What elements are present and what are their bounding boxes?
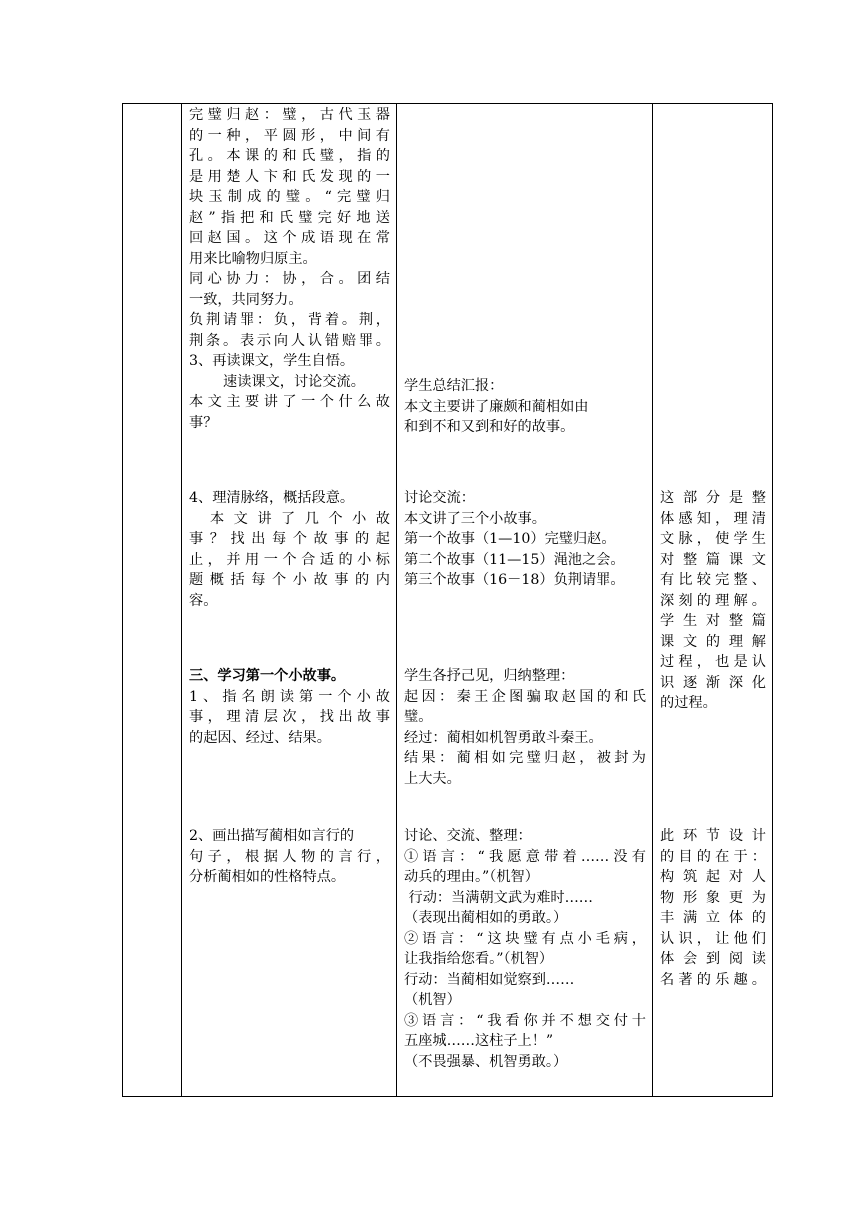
text-line: 丰满立体的: [660, 910, 766, 926]
text-line: 分析蔺相如的性格特点。: [189, 869, 346, 885]
text-line: 课文的理解: [660, 633, 766, 650]
text-line: 事，理清层次，找出故事: [189, 709, 390, 725]
text-line: 学生各抒己见，归纳整理：: [404, 668, 575, 684]
table-row: [123, 104, 773, 1097]
text-line: 璧。: [404, 709, 433, 725]
text-line: 此环节设计: [660, 828, 766, 844]
part-3-section: [182, 666, 396, 748]
text-line: 容。: [189, 592, 218, 609]
design-note-2: [653, 826, 772, 990]
text-line: 识逐渐深化: [660, 674, 766, 691]
teaching-content-cell: [182, 104, 397, 1097]
text-line: 速读课文，讨论交流。: [223, 373, 365, 390]
text-line: 止，并用一个合适的小标: [189, 551, 390, 568]
text-line: （表现出蔺相如的勇敢。）: [404, 910, 568, 926]
text-line: 事？找出每个故事的起: [189, 531, 390, 547]
text-line: 第二个故事（11—15）渑池之会。: [404, 551, 625, 568]
text-line: 讨论、交流、整理：: [404, 828, 532, 844]
text-line: 本文主要讲了一个什么故: [189, 394, 390, 410]
text-line: ②语言：“这块璧有点小毛病，: [404, 930, 646, 947]
section-heading: 三、学习第一个小故事。: [189, 668, 346, 684]
text-line: ③语言：“我看你并不想交付十: [404, 1012, 646, 1029]
text-line: 4、理清脉络，概括段意。: [189, 490, 355, 506]
student-summary: [397, 376, 652, 438]
text-line: 和到不和又到和好的故事。: [404, 419, 575, 435]
text-line: 3、再读课文，学生自悟。: [189, 353, 355, 369]
text-line: 过程，也是认: [660, 654, 766, 670]
text-line: 动兵的理由。”（机智）: [404, 869, 539, 885]
text-line: 讨论交流：: [404, 490, 475, 506]
text-line: 上大夫。: [404, 770, 461, 787]
text-line: （机智）: [404, 992, 461, 1008]
text-line: 体会到阅读: [660, 951, 766, 967]
text-line: 学生对整篇: [660, 613, 766, 629]
text-line: 有比较完整、: [660, 572, 766, 588]
text-line: 句子，根据人物的言行，: [189, 848, 390, 865]
text-line: 1、指名朗读第一个小故: [189, 688, 390, 705]
student-activity-cell: [397, 104, 653, 1097]
text-line: 行动：当蔺相如觉察到……: [404, 971, 575, 988]
text-line: 用来比喻物归原主。: [189, 250, 317, 267]
text-line: 的目的在于：: [660, 848, 766, 865]
text-line: 本 文 讲 了 几 个 小 故: [210, 510, 390, 527]
design-note-1: [653, 488, 772, 714]
student-discussion: [397, 488, 652, 591]
text-line: 这部分是整: [660, 490, 766, 506]
text-line: 让我指给您看。”（机智）: [404, 951, 554, 967]
text-line: 块玉制成的璧。“完璧归: [189, 189, 390, 205]
text-line: 2、画出描写蔺相如言行的: [189, 828, 355, 844]
text-line: 结果：蔺相如完璧归赵，被封为: [404, 750, 646, 766]
text-line: 第三个故事（16－18）负荆请罪。: [404, 572, 625, 588]
text-line: 回赵国。这个成语现在常: [189, 230, 390, 246]
blank-column-cell: [123, 104, 182, 1097]
text-line: 构筑起对人: [660, 869, 766, 885]
text-line: 赵”指把和氏璧完好地送: [189, 209, 390, 226]
text-line: 行动：当满朝文武为难时……: [404, 889, 593, 906]
text-line: 同心协力：协，合。团结: [189, 271, 390, 287]
text-line: 是用楚人卞和氏发现的一: [189, 168, 390, 185]
text-line: 完璧归赵：璧，古代玉器: [189, 107, 390, 123]
text-line: 第一个故事（1—10）完璧归赵。: [404, 531, 616, 547]
text-line: 的一种，平圆形，中间有: [189, 127, 390, 144]
lesson-plan-table: [122, 103, 773, 1097]
text-line: 五座城……这柱子上！”: [404, 1033, 554, 1049]
text-line: 孔。本课的和氏璧，指的: [189, 148, 390, 164]
text-line: 体感知，理清: [660, 510, 766, 527]
text-line: 一致，共同努力。: [189, 291, 303, 308]
step-4-section: [182, 488, 396, 611]
student-organize: [397, 666, 652, 789]
text-line: 的起因、经过、结果。: [189, 729, 331, 746]
vocabulary-notes: [182, 105, 396, 433]
text-line: 起因：秦王企图骗取赵国的和氏: [404, 688, 646, 705]
text-line: 物形象更为: [660, 889, 766, 906]
text-line: 名著的乐趣。: [660, 971, 766, 988]
text-line: 深刻的理解。: [660, 592, 766, 609]
text-line: 本文讲了三个小故事。: [404, 510, 546, 527]
text-line: 的过程。: [660, 695, 717, 711]
design-intent-cell: [653, 104, 773, 1097]
text-line: （不畏强暴、机智勇敢。）: [404, 1053, 568, 1070]
text-line: 学生总结汇报：: [404, 378, 504, 394]
text-line: 荆条。表示向人认错赔罪。: [189, 332, 390, 349]
text-line: 负荆请罪：负，背着。荆，: [189, 312, 390, 328]
text-line: 本文主要讲了廉颇和蔺相如由: [404, 398, 589, 415]
text-line: 事？: [189, 414, 218, 431]
text-line: 经过：蔺相如机智勇敢斗秦王。: [404, 729, 603, 746]
text-line: ①语言：“我愿意带着……没有: [404, 848, 646, 865]
step-2-section: [182, 826, 396, 888]
student-analysis: [397, 826, 652, 1072]
text-line: 认识，让他们: [660, 930, 766, 947]
text-line: 文脉，使学生: [660, 531, 766, 547]
text-line: 对整篇课文: [660, 551, 766, 568]
text-line: 题概括每个小故事的内: [189, 572, 390, 588]
